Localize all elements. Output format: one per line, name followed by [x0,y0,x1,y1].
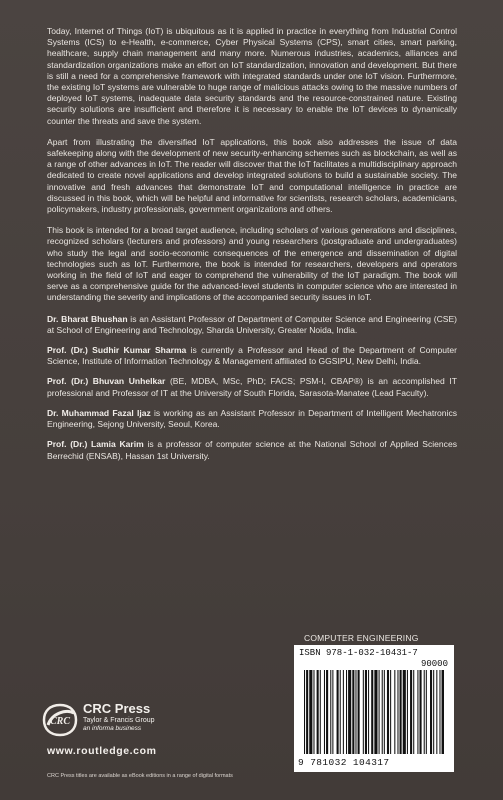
barcode-bar [306,670,308,754]
barcode-bar [424,670,425,754]
author-bio [47,345,457,367]
cover-text [47,26,457,471]
barcode-bar [340,670,341,754]
author-bio-text: (BE, MDBA, MSc, PhD; FACS; PSM-I, CBAP®) is an accomplished IT professional and Professor of IT at the University of South Florida, Sarasota-Manatee (Lead Faculty). [47,376,457,398]
barcode-bar [433,670,434,754]
barcode-bar [400,670,402,754]
barcode-bar [368,670,369,754]
logo-text: CRC [49,716,71,727]
publisher-tagline: an informa business [83,725,142,732]
barcode-bar [324,670,325,754]
description-paragraph-3: This book is intended for a broad target audience, including scholars of various generations and disciplines, recognized scholars (lecturers and professors) and young researchers (postgraduate and undergraduates) who study the legal and socio-economic consequences of the emergence and dissemination of digital technologies such as IoT. Furthermore, the book is intended for researchers, developers and operators working in the field of IoT and eager to comprehend the vulnerability of the IoT paradigm. The book will serve as a comprehensive guide for the advanced-level students in computer science who are interested in understanding the severity and implications of the accompanied security issues in IoT. [47,225,457,303]
author-bio [47,314,457,336]
barcode-bar [426,670,427,754]
barcode-bar [374,670,377,754]
isbn-barcode [294,645,454,772]
publisher-block [83,702,155,733]
author-name: Dr. Muhammad Fazal Ijaz [47,407,151,418]
barcode-bar [326,670,328,754]
barcode-bar [320,670,321,754]
isbn-number: 9 781032 104317 [298,757,390,768]
barcode-bar [394,670,395,754]
barcode-bar [442,670,444,754]
barcode-bar [304,670,305,754]
author-bio [47,439,457,461]
author-name: Prof. (Dr.) Bhuvan Unhelkar [47,376,166,387]
barcode-bar [417,670,418,754]
barcode-bar [397,670,398,754]
barcode-bar [363,670,364,754]
barcode-bar [379,670,380,754]
isbn-label: ISBN 978-1-032-10431-7 [299,648,418,658]
barcode-bar [382,670,383,754]
barcode-bar [403,670,406,754]
barcode-bar [343,670,344,754]
barcode-bar [371,670,373,754]
barcode-bar [348,670,351,754]
description-paragraph-2: Apart from illustrating the diversified IoT applications, this book also addresses the issue of data safekeeping along with the development of new security-enhancing schemes such as blockchain, as well as a range of other advances in IoT. The reader will discover that the IoT facilitates a multidisciplinary approach dedicated to create novel applications and develop integrated solutions to build a sustainable society. The innovative and fresh advances that demonstrate IoT and computational intelligence in practice are discussed in this book, which will be helpful and informative for scientists, research scholars, academicians, policymakers, industry professionals, government organizations and others. [47,136,457,215]
barcode-bar [309,670,312,754]
publisher-name: CRC Press [83,701,151,716]
author-name: Dr. Bharat Bhushan [47,313,128,324]
barcode-bar [330,670,331,754]
barcode-bar [390,670,391,754]
barcode-bar [332,670,333,754]
publisher-group: Taylor & Francis Group [83,717,155,724]
barcode-bar [439,670,440,754]
barcode-bar [317,670,319,754]
ebook-note: CRC Press titles are available as eBook editions in a range of digital formats [47,773,233,779]
subject-category: COMPUTER ENGINEERING [304,633,419,643]
author-bio-text: is working as an Assistant Professor in Department of Intelligent Mechatronics Engineering, Sejong University, Seoul, Korea. [47,407,458,430]
author-bio [47,376,457,398]
barcode-bar [384,670,385,754]
author-bio [47,408,457,430]
description-paragraph-1: Today, Internet of Things (IoT) is ubiquitous as it is applied in practice in everything from Industrial Control Systems (ICS) to e-Health, e-commerce, Cyber Physical Systems (CPS), smart cities, smart parking, healthcare, supply chain management and many more. Numerous industries, academics, alliances and standardization organizations make an effort on IoT standardization, innovation and development. But there is still a need for a comprehensive framework with integrated standards under one IoT vision. Furthermore, the existing IoT systems are vulnerable to huge range of malicious attacks owing to the massive numbers of deployed IoT systems, inadequate data security standards and the resource-constrained nature. Existing security solutions are insufficient and therefore it is necessary to enable the IoT devices to dynamically counter the threats and save the system. [47,26,457,126]
barcode-bar [436,670,437,754]
author-bio-text: is an Assistant Professor of Department of Computer Science and Engineering (CSE) at School of Engineering and Technology, Sharda University, Greater Noida, India. [47,313,457,335]
barcode-bar [387,670,389,754]
barcode-bar [358,670,360,754]
barcode-bar [420,670,422,754]
barcode-bars [304,670,444,756]
barcode-bar [410,670,412,754]
barcode-bar [365,670,367,754]
barcode-bar [413,670,414,754]
barcode-bar [337,670,339,754]
price-code: 90000 [420,659,448,669]
author-name: Prof. (Dr.) Lamia Karim [47,439,144,450]
barcode-bar [355,670,356,754]
barcode-bar [313,670,314,754]
barcode-bar [407,670,408,754]
crc-press-logo [42,703,78,737]
barcode-bar [352,670,354,754]
publisher-website: www.routledge.com [47,745,157,757]
author-name: Prof. (Dr.) Sudhir Kumar Sharma [47,345,187,356]
barcode-bar [430,670,432,754]
barcode-bar [346,670,347,754]
author-bio-text: is currently a Professor and Head of the Department of Computer Science, Institute of Information Technology & Management affiliated to GGSIPU, New Delhi, India. [47,345,457,367]
author-bio-text: is a professor of computer science at the National School of Applied Sciences Berrechid (ENSAB), Hassan 1st University. [47,439,457,461]
